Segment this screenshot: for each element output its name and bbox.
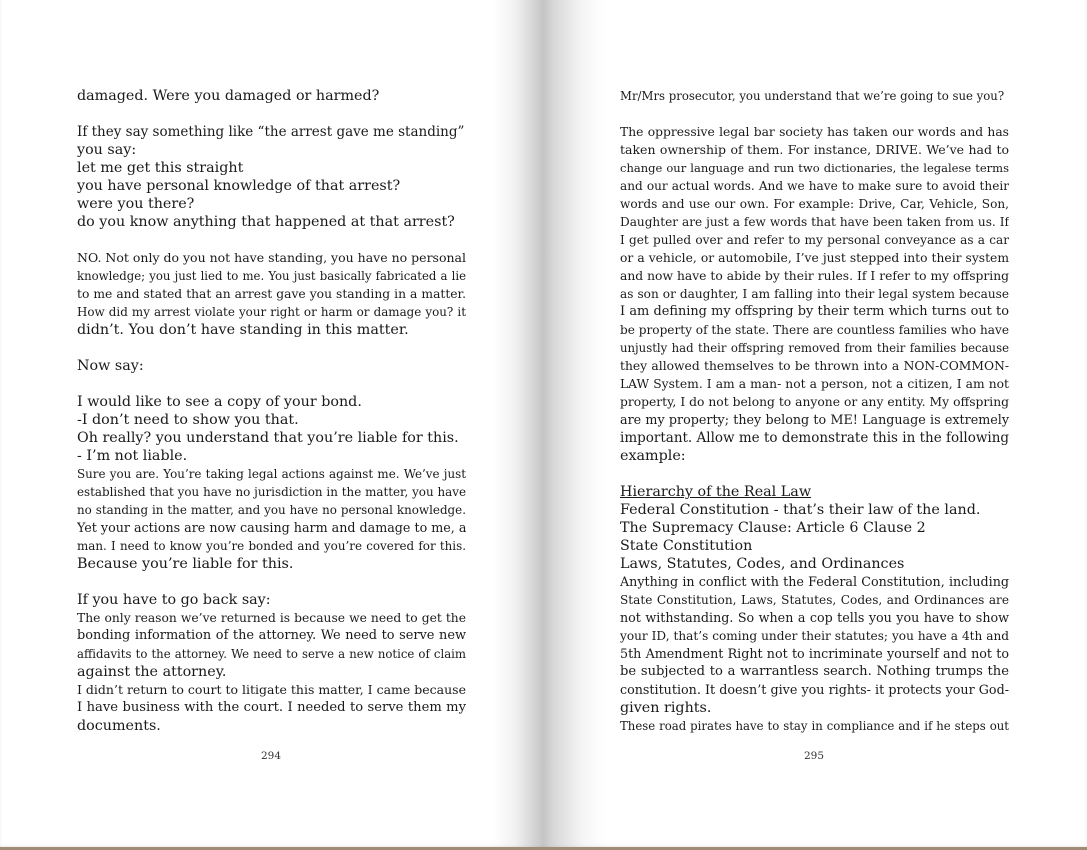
text-line: property, I do not belong to anyone or any entity. My offspring <box>620 395 1009 409</box>
text-line: The oppressive legal bar society has taken our words and has <box>620 125 1009 139</box>
left-page-text <box>77 87 466 735</box>
text-line: to me and stated that an arrest gave you standing in a matter. <box>77 287 466 301</box>
text-line: as son or daughter, I am falling into their legal system because <box>620 287 1009 301</box>
text-line: Laws, Statutes, Codes, and Ordinances <box>620 556 905 572</box>
text-line: Mr/Mrs prosecutor, you understand that we’re going to sue you? <box>620 89 1005 103</box>
paragraph-gap <box>77 339 466 357</box>
text-line: your ID, that’s coming under their statutes; you have a 4th and <box>620 629 1009 643</box>
text-line: - I’m not liable. <box>77 448 188 464</box>
text-line: I would like to see a copy of your bond. <box>77 394 362 410</box>
text-line: State Constitution, Laws, Statutes, Codes, and Ordinances are <box>620 593 1009 607</box>
text-line: -I don’t need to show you that. <box>77 412 299 428</box>
text-line: documents. <box>77 718 161 734</box>
text-line: Federal Constitution - that’s their law of the land. <box>620 502 981 518</box>
text-line: do you know anything that happened at that arrest? <box>77 214 455 230</box>
left-page-number: 294 <box>260 750 282 762</box>
text-line: bonding information of the attorney. We need to serve new <box>77 628 466 643</box>
text-line: Anything in conflict with the Federal Constitution, including <box>620 574 1009 589</box>
text-line: against the attorney. <box>77 664 227 680</box>
text-line: State Constitution <box>620 538 753 554</box>
text-line: I didn’t return to court to litigate this matter, I came because <box>77 682 466 697</box>
right-page-number: 295 <box>803 750 825 762</box>
text-line: man. I need to know you’re bonded and you’re covered for this. <box>77 539 466 553</box>
text-line: Daughter are just a few words that have been taken from us. If <box>620 215 1009 229</box>
text-line: I am defining my offspring by their term which turns out to <box>620 304 1009 319</box>
text-line: If you have to go back say: <box>77 592 271 608</box>
text-line: no standing in the matter, and you have no personal knowledge. <box>77 503 466 517</box>
text-line: Oh really? you understand that you’re liable for this. <box>77 430 459 446</box>
text-line: words and use our own. For example: Drive, Car, Vehicle, Son, <box>620 197 1009 211</box>
text-line: Yet your actions are now causing harm and damage to me, a <box>77 520 466 535</box>
text-line: important. Allow me to demonstrate this in the following <box>620 430 1009 446</box>
text-line: given rights. <box>620 700 712 716</box>
text-line: These road pirates have to stay in compliance and if he steps out <box>620 719 1009 733</box>
text-line: didn’t. You don’t have standing in this matter. <box>77 322 409 338</box>
text-line: 5th Amendment Right not to incriminate yourself and not to <box>620 646 1009 661</box>
text-line: The only reason we’ve returned is because we need to get the <box>77 611 466 625</box>
text-line: are my property; they belong to ME! Language is extremely <box>620 412 1009 427</box>
text-line: damaged. Were you damaged or harmed? <box>77 88 380 104</box>
text-line: affidavits to the attorney. We need to serve a new notice of claim <box>77 647 466 661</box>
text-line: they allowed themselves to be thrown into a NON-COMMON- <box>620 359 1009 373</box>
text-line: were you there? <box>77 196 195 212</box>
book-gutter-shadow <box>493 0 605 850</box>
text-line: knowledge; you just lied to me. You just basically fabricated a lie <box>77 269 466 283</box>
text-line: established that you have no jurisdiction in the matter, you have <box>77 485 466 499</box>
text-line: The Supremacy Clause: Article 6 Clause 2 <box>620 520 926 536</box>
text-line: I have business with the court. I needed to serve them my <box>77 700 466 715</box>
text-line: let me get this straight <box>77 160 244 176</box>
text-line: I get pulled over and refer to my personal conveyance as a car <box>620 233 1009 247</box>
paragraph-gap <box>77 105 466 123</box>
text-line: Because you’re liable for this. <box>77 556 294 572</box>
text-line: How did my arrest violate your right or harm or damage you? it <box>77 305 466 319</box>
text-line: NO. Not only do you not have standing, you have no personal <box>77 250 466 265</box>
text-line: constitution. It doesn’t give you rights- it protects your God- <box>620 682 1009 697</box>
text-line: you have personal knowledge of that arrest? <box>77 178 401 194</box>
right-page-text <box>620 87 1009 735</box>
paragraph-gap <box>77 573 466 591</box>
text-line: example: <box>620 448 686 464</box>
text-line: be property of the state. There are countless families who have <box>620 323 1009 337</box>
paragraph-gap <box>77 375 466 393</box>
text-line: and now have to abide by their rules. If I refer to my offspring <box>620 269 1009 283</box>
text-line: be subjected to a warrantless search. Nothing trumps the <box>620 664 1009 679</box>
text-line: unjustly had their offspring removed from their families because <box>620 341 1009 355</box>
text-line: you say: <box>77 142 137 158</box>
text-line: If they say something like “the arrest gave me standing” <box>77 124 465 140</box>
text-line: LAW System. I am a man- not a person, not a citizen, I am not <box>620 377 1009 391</box>
text-line: change our language and run two dictionaries, the legalese terms <box>620 161 1009 175</box>
text-line: and our actual words. And we have to make sure to avoid their <box>620 179 1009 193</box>
text-line: not withstanding. So when a cop tells you you have to show <box>620 610 1009 625</box>
paragraph-gap <box>620 105 1009 123</box>
text-line: taken ownership of them. For instance, DRIVE. We’ve had to <box>620 142 1009 157</box>
paragraph-gap <box>77 231 466 249</box>
text-line: or a vehicle, or automobile, I’ve just stepped into their system <box>620 251 1009 265</box>
paragraph-gap <box>620 465 1009 483</box>
text-line: Now say: <box>77 358 144 374</box>
text-line: Hierarchy of the Real Law <box>620 484 812 500</box>
text-line: Sure you are. You’re taking legal actions against me. We’ve just <box>77 467 466 481</box>
